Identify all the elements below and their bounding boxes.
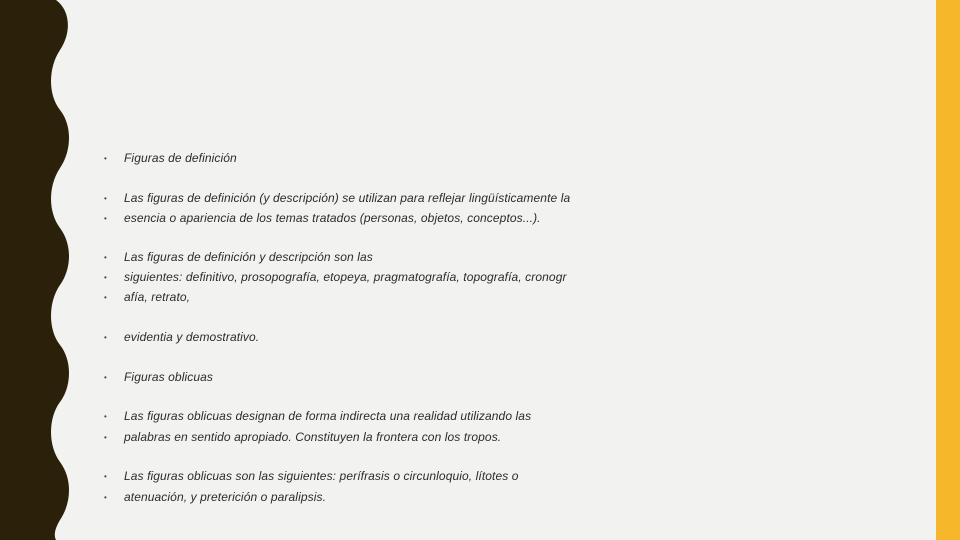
bullet-line <box>100 427 501 447</box>
bullet-marker: • <box>104 471 107 481</box>
line-text: esencia o apariencia de los temas tratados (personas, objetos, conceptos...). <box>124 211 541 225</box>
bullet-line <box>100 287 190 307</box>
line-text: Figuras de definición <box>124 151 237 165</box>
bullet-marker: • <box>104 272 107 282</box>
accent-sidebar-bar <box>936 0 960 540</box>
line-text: evidentia y demostrativo. <box>124 330 260 344</box>
bullet-line <box>100 148 237 168</box>
bullet-line <box>100 327 259 347</box>
bullet-marker: • <box>104 332 107 342</box>
bullet-marker: • <box>104 153 107 163</box>
bullet-marker: • <box>104 213 107 223</box>
line-text: Las figuras oblicuas son las siguientes: perífrasis o circunloquio, lítotes o <box>124 469 519 483</box>
bullet-marker: • <box>104 193 107 203</box>
bullet-marker: • <box>104 492 107 502</box>
bullet-marker: • <box>104 252 107 262</box>
bullet-marker: • <box>104 292 107 302</box>
decorative-wavy-left-band <box>0 0 80 540</box>
bullet-marker: • <box>104 432 107 442</box>
bullet-line <box>100 367 213 387</box>
bullet-line <box>100 466 519 486</box>
line-text: atenuación, y preterición o paralipsis. <box>124 490 327 504</box>
wavy-band-shape <box>0 0 69 540</box>
bullet-line <box>100 487 326 507</box>
bullet-line <box>100 188 570 208</box>
bullet-line <box>100 208 541 228</box>
line-text: siguientes: definitivo, prosopografía, etopeya, pragmatografía, topografía, cronogr <box>124 270 567 284</box>
bullet-marker: • <box>104 411 107 421</box>
bullet-line <box>100 406 531 426</box>
line-text: Las figuras oblicuas designan de forma indirecta una realidad utilizando las <box>124 409 532 423</box>
slide-content <box>100 0 920 540</box>
bullet-marker: • <box>104 372 107 382</box>
line-text: palabras en sentido apropiado. Constituyen la frontera con los tropos. <box>124 430 502 444</box>
line-text: Figuras oblicuas <box>124 370 213 384</box>
bullet-line <box>100 267 567 287</box>
line-text: Las figuras de definición (y descripción) se utilizan para reflejar lingüísticamente la <box>124 191 571 205</box>
bullet-line <box>100 247 373 267</box>
line-text: Las figuras de definición y descripción son las <box>124 250 373 264</box>
line-text: afía, retrato, <box>124 290 191 304</box>
